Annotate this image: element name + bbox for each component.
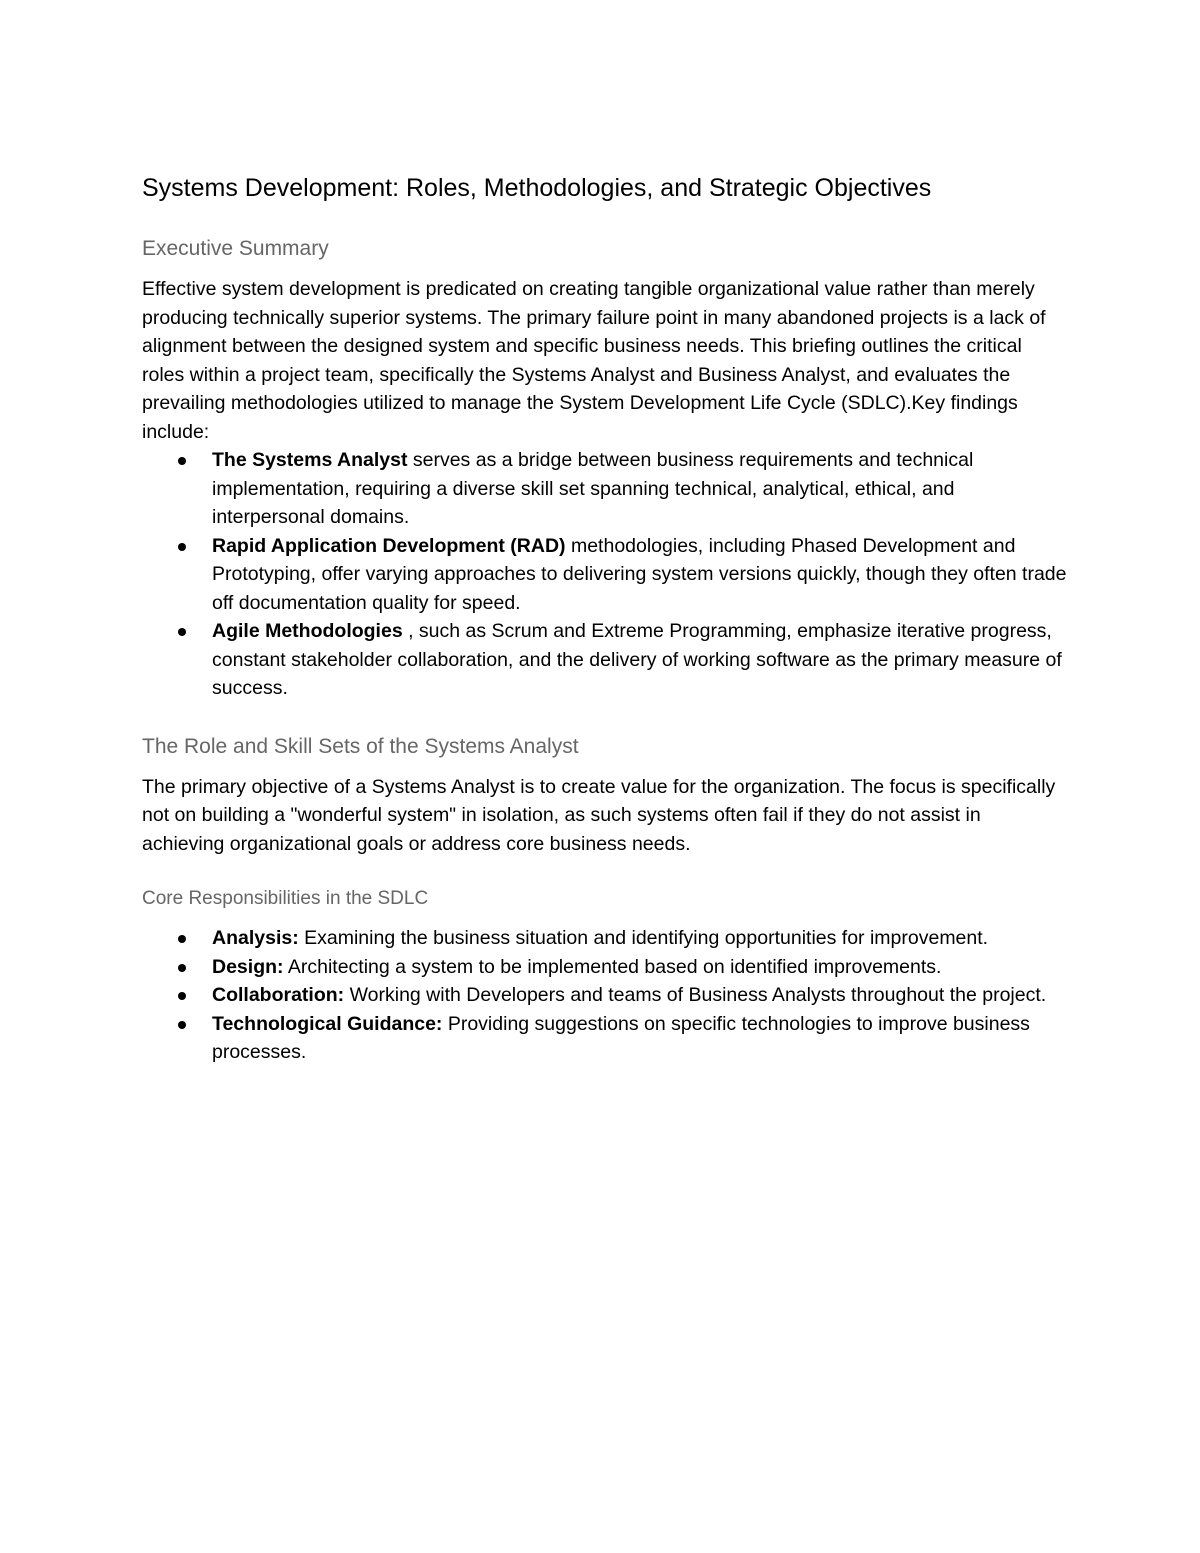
bullet-icon [178,457,186,465]
list-item [142,532,1067,618]
executive-summary-heading: Executive Summary [142,237,329,260]
finding-term: Rapid Application Development (RAD) [212,534,566,557]
responsibility-text: Providing suggestions on specific technologies to improve business processes. [212,1012,1030,1063]
list-item [142,924,1067,953]
list-item [142,1010,1067,1067]
responsibility-text: Architecting a system to be implemented based on identified improvements. [283,955,942,978]
finding-text: serves as a bridge between business requirements and technical implementation, requiring a diverse skill set spanning technical, analytical, ethical, and interpersonal domains. [212,449,974,528]
role-section-paragraph: The primary objective of a Systems Analyst is to create value for the organization. The focus is specifically not on building a "wonderful system" in isolation, as such systems often fail if they do not assist in achieving organizational goals or address core business needs. [142,775,1056,855]
responsibility-term: Technological Guidance: [212,1012,443,1035]
responsibilities-heading: Core Responsibilities in the SDLC [142,888,429,909]
document-page [142,168,1067,1067]
finding-term: Agile Methodologies [212,620,403,642]
responsibility-term: Collaboration: [212,984,345,1006]
responsibility-text: Working with Developers and teams of Business Analysts throughout the project. [344,984,1047,1006]
section-spacer [142,858,1067,885]
key-findings-list [142,446,1067,703]
section-spacer [142,703,1067,731]
list-item [142,617,1067,703]
bullet-icon [178,543,186,551]
finding-text: , such as Scrum and Extreme Programming, emphasize iterative progress, constant stakeholder collaboration, and the delivery of working software as the primary measure of success. [212,620,1062,699]
document-title: Systems Development: Roles, Methodologies, and Strategic Objectives [142,174,932,202]
bullet-icon [178,628,186,636]
list-item [142,446,1067,532]
role-section-heading: The Role and Skill Sets of the Systems Analyst [142,734,579,758]
responsibility-term: Analysis: [212,927,299,949]
bullet-icon [178,964,186,972]
executive-summary-paragraph: Effective system development is predicated on creating tangible organizational value rather than merely producing technically superior systems. The primary failure point in many abandoned projects is a lack of alignment between the designed system and specific business needs. This briefing outlines the critical roles within a project team, specifically the Systems Analyst and Business Analyst, and evaluates the prevailing methodologies utilized to manage the System Development Life Cycle (SDLC).Key findings include: [142,278,1046,443]
bullet-icon [178,992,186,1000]
bullet-icon [178,1021,186,1029]
list-item [142,981,1067,1010]
responsibility-term: Design: [212,955,284,978]
responsibility-text: Examining the business situation and identifying opportunities for improvement. [298,927,989,949]
list-item [142,953,1067,982]
bullet-icon [178,935,186,943]
finding-term: The Systems Analyst [212,449,408,471]
finding-text: methodologies, including Phased Development and Prototyping, offer varying approaches to delivering system versions quickly, though they often trade off documentation quality for speed. [212,534,1067,614]
responsibilities-list [142,924,1067,1067]
